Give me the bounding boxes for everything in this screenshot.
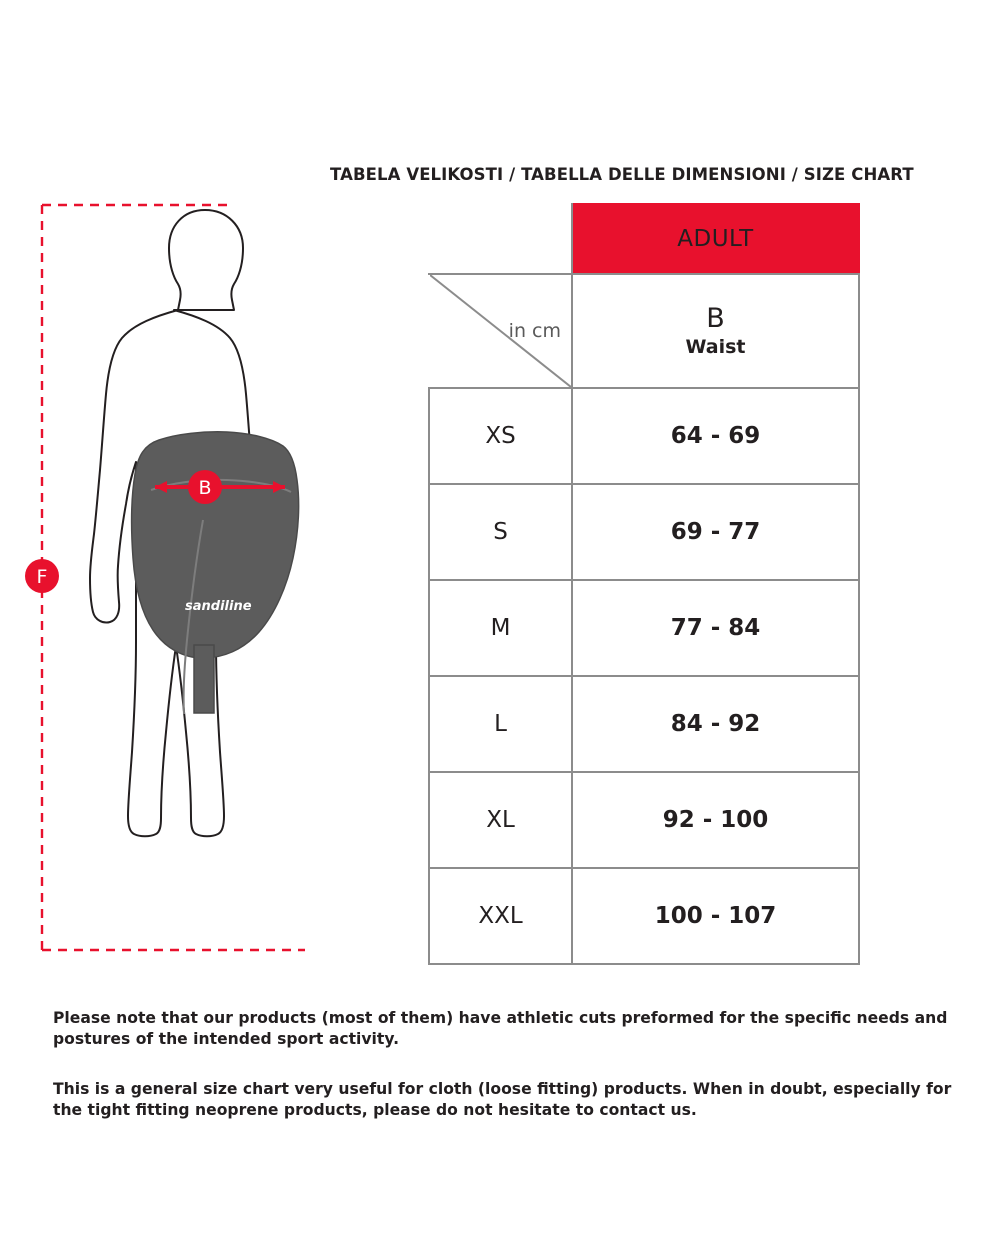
table-row	[429, 772, 859, 868]
table-header-row	[429, 204, 859, 274]
waist-value: 69 - 77	[572, 484, 859, 580]
size-label: S	[429, 484, 572, 580]
size-label: XXL	[429, 868, 572, 964]
table-subheader-row	[429, 274, 859, 388]
body-measurement-figure	[20, 190, 340, 970]
notes-section	[53, 1008, 953, 1121]
column-letter: B	[706, 302, 725, 334]
header-blank-cell	[429, 204, 572, 274]
column-header-waist	[572, 274, 859, 388]
waist-value: 77 - 84	[572, 580, 859, 676]
size-label: L	[429, 676, 572, 772]
size-label: XS	[429, 388, 572, 484]
column-name: Waist	[685, 335, 746, 358]
svg-text:F: F	[36, 566, 48, 588]
size-label: XL	[429, 772, 572, 868]
table-row	[429, 580, 859, 676]
waist-value: 64 - 69	[572, 388, 859, 484]
unit-cell	[429, 274, 572, 388]
waist-label-b: B	[198, 477, 212, 499]
size-chart-table	[428, 203, 860, 965]
table-row	[429, 484, 859, 580]
table-row	[429, 676, 859, 772]
size-label: M	[429, 580, 572, 676]
unit-label: in cm	[508, 320, 561, 342]
waist-value: 92 - 100	[572, 772, 859, 868]
header-adult: ADULT	[572, 204, 859, 274]
waist-value: 100 - 107	[572, 868, 859, 964]
table-row	[429, 388, 859, 484]
table-row	[429, 868, 859, 964]
page-title: TABELA VELIKOSTI / TABELLA DELLE DIMENSIONI / SIZE CHART	[330, 165, 914, 184]
note-athletic-cut: Please note that our products (most of them) have athletic cuts preformed for the specific needs and postures of the intended sport activity.	[53, 1009, 948, 1049]
waist-value: 84 - 92	[572, 676, 859, 772]
height-label-f	[25, 559, 59, 593]
brand-logo: sandiline	[185, 599, 252, 614]
note-general-chart: This is a general size chart very useful for cloth (loose fitting) products. When in doubt, especially for the tight fitting neoprene products, please do not hesitate to contact us.	[53, 1079, 952, 1120]
